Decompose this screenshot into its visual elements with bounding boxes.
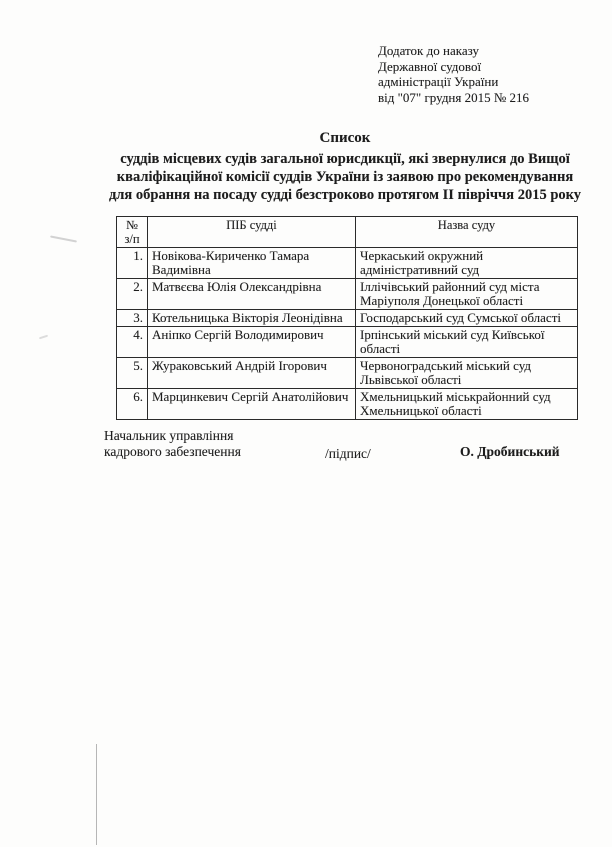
judge-name-cell: Марцинкевич Сергій Анатолійович [148,389,356,420]
scan-artifact-vertical-line [96,744,97,845]
table-header-row [117,217,578,248]
row-number-cell: 6. [117,389,148,420]
judge-name-cell: Матвєєва Юлія Олександрівна [148,279,356,310]
judge-name-cell: Жураковський Андрій Ігорович [148,358,356,389]
row-number-cell: 4. [117,327,148,358]
column-header-judge-name: ПІБ судді [148,217,356,248]
column-header-num-line2: з/п [124,231,140,246]
order-reference-line: Додаток до наказу [378,43,479,58]
column-header-num [117,217,148,248]
row-number-cell: 3. [117,310,148,327]
signatory-name: О. Дробинський [460,444,560,459]
row-number-cell: 5. [117,358,148,389]
court-name-cell: Іллічівський районний суд міста Маріуполя Донецької області [356,279,578,310]
table-row [117,389,578,420]
table-row [117,248,578,279]
court-name-cell: Ірпінський міський суд Київської області [356,327,578,358]
table-row [117,358,578,389]
court-name-cell: Хмельницький міськрайонний суд Хмельницької області [356,389,578,420]
judges-table [116,216,578,420]
document-title-line: суддів місцевих судів загальної юрисдикції, які звернулися до Вищої [120,151,570,167]
document-title-line: для обрання на посаду судді безстроково протягом ІІ півріччя 2015 року [108,187,582,203]
judge-name-cell: Котельницька Вікторія Леонідівна [148,310,356,327]
signatory-position-line: Начальник управління [104,428,234,443]
order-reference-line: адміністрації України [378,74,499,89]
court-name-cell: Червоноградський міський суд Львівської області [356,358,578,389]
scan-artifact-smudge [50,235,77,242]
column-header-court-name: Назва суду [356,217,578,248]
document-title-block [80,130,610,204]
table-row [117,310,578,327]
column-header-num-line1: № [126,218,138,232]
judge-name-cell: Новікова-Кириченко Тамара Вадимівна [148,248,356,279]
document-title-line: кваліфікаційної комісії суддів України із заявою про рекомендування [116,169,574,185]
signatory-position-line: кадрового забезпечення [104,444,241,459]
court-name-cell: Черкаський окружний адміністративний суд [356,248,578,279]
table-row [117,327,578,358]
signature-placeholder: /підпис/ [325,446,371,461]
table-row [117,279,578,310]
order-reference-block [378,43,529,105]
row-number-cell: 2. [117,279,148,310]
order-reference-line: Державної судової [378,58,482,74]
signatory-position [104,428,241,460]
row-number-cell: 1. [117,248,148,279]
court-name-cell: Господарський суд Сумської області [356,310,578,327]
order-reference-line: від "07" грудня 2015 № 216 [378,89,530,105]
document-title-heading: Список [319,130,371,146]
scan-artifact-smudge [39,335,48,340]
judge-name-cell: Аніпко Сергій Володимирович [148,327,356,358]
